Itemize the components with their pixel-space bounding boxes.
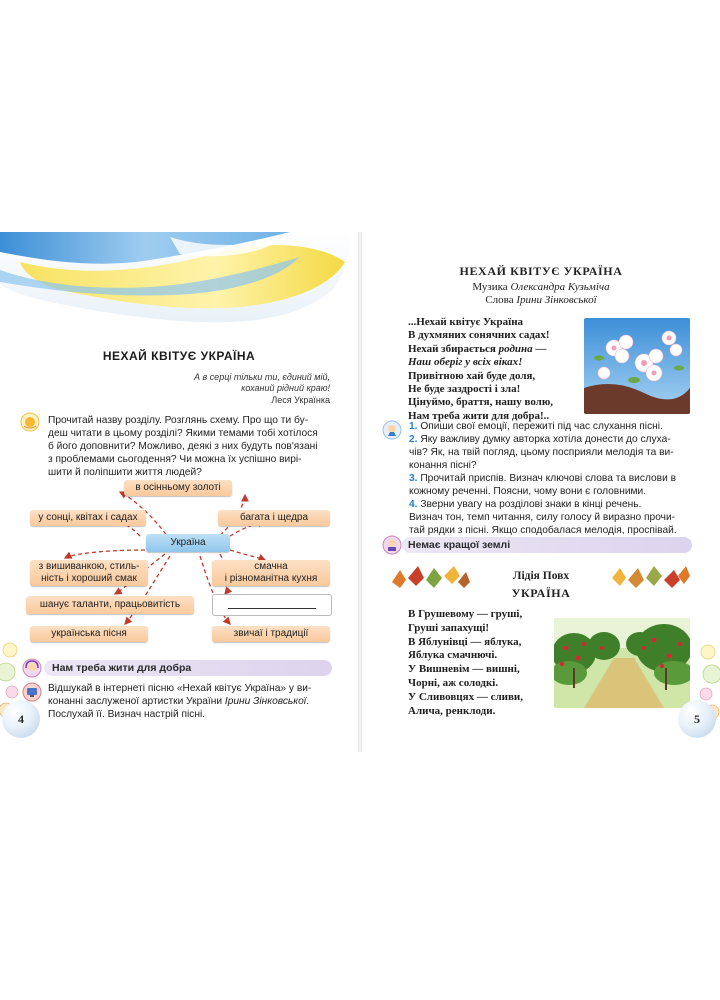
diagram-center-ukraine: Україна xyxy=(146,534,230,552)
task-line-2-text: конанні заслуженої артистки України xyxy=(48,696,225,707)
credits-music xyxy=(362,281,720,294)
diagram-box-rich: багата і щедра xyxy=(218,510,330,526)
question-4-number: 4. xyxy=(409,499,418,510)
apple-blossom-photo xyxy=(584,318,690,414)
lyrics-word-family: родина xyxy=(498,342,533,355)
epigraph-line-2: коханий рідний краю! xyxy=(241,383,330,393)
question-2-number: 2. xyxy=(409,434,418,445)
epigraph-author: Леся Українка xyxy=(271,395,330,405)
epigraph xyxy=(194,372,330,406)
lyrics-line-3-text: Нехай збирається xyxy=(408,342,499,355)
section-title-left: Нам треба жити для добра xyxy=(52,662,192,674)
poem-line-7: У Сливовцях — сливи, xyxy=(408,690,524,703)
question-1-text: Опиши свої емоції, пережиті під час слухання пісні. xyxy=(417,421,663,432)
lyrics-line-7: Цінуймо, браття, нашу волю, xyxy=(408,396,554,409)
question-3-text-1: Прочитай приспів. Визнач ключові слова та вислови в xyxy=(417,473,677,484)
task-line-3: Послухай її. Визнач настрій пісні. xyxy=(48,709,206,720)
page-number-left: 4 xyxy=(2,700,40,738)
reading-mascot-icon xyxy=(382,535,402,555)
credits-music-label: Музика xyxy=(472,281,511,293)
credits-composer: Олександра Кузьміча xyxy=(510,281,610,293)
chapter-diagram xyxy=(20,478,340,658)
intro-line-4: з проблемами сьогодення? Чи можна їх успішно вирі- xyxy=(48,454,302,465)
credits-words xyxy=(362,294,720,307)
credits-lyricist: Ірини Зінковської xyxy=(516,294,597,306)
question-3-line-2: кожному реченні. Поясни, чому вони є головними. xyxy=(409,486,647,497)
question-4-line-3: тай рядки з пісні. Якщо сподобалася мелодія, проспівай. xyxy=(409,525,677,536)
question-mascot-icon xyxy=(382,420,402,440)
lyrics-line-5: Привітною хай буде доля, xyxy=(408,369,536,382)
task-line-2 xyxy=(48,695,332,708)
poem-line-5: У Вишневім — вишні, xyxy=(408,663,520,676)
epigraph-line-1: А в серці тільки ти, єдиний мій, xyxy=(193,372,330,382)
diagram-blank-line xyxy=(228,608,316,609)
diagram-box-embroidery-line-2: ність і хороший смак xyxy=(41,573,137,584)
credits-words-label: Слова xyxy=(485,294,517,306)
intro-paragraph xyxy=(48,414,332,479)
task-paragraph xyxy=(48,682,332,721)
poet-name: Лідія Повх xyxy=(512,570,570,582)
lyrics-line-8: Нам треба жити для добра!.. xyxy=(408,409,550,422)
diagram-box-autumn: в осінньому золоті xyxy=(124,480,232,496)
book-spread xyxy=(0,232,720,752)
question-4-text-1: Зверни увагу на розділові знаки в кінці речень. xyxy=(417,499,642,510)
diagram-box-talents: шанує таланти, працьовитість xyxy=(26,596,194,614)
diagram-box-embroidery xyxy=(30,560,148,586)
diagram-box-embroidery-line-1: з вишиванкою, стиль- xyxy=(38,561,140,572)
question-2-text-1: Яку важливу думку авторка хотіла донести до слуха- xyxy=(417,434,671,445)
question-4-line-2: Визнач тон, темп читання, силу голосу й виразно прочи- xyxy=(409,512,676,523)
left-page xyxy=(0,232,358,752)
question-3-number: 3. xyxy=(409,473,418,484)
task-line-1: Відшукай в інтернеті пісню «Нехай квітує Україна» у ви- xyxy=(48,683,312,694)
diagram-box-food-line-2: і різноманітна кухня xyxy=(224,573,318,584)
questions-list xyxy=(409,420,691,537)
page-number-right: 5 xyxy=(678,700,716,738)
lyrics-line-6: Не буде заздрості і зла! xyxy=(408,383,521,396)
diagram-box-song: українська пісня xyxy=(30,626,148,642)
poem-ukraine xyxy=(408,608,568,718)
song-lyrics xyxy=(408,316,588,423)
intro-line-2: деш читати в цьому розділі? Якими темами тобі хотілося xyxy=(48,428,318,439)
diagram-box-customs: звичаї і традиції xyxy=(212,626,330,642)
lyrics-line-4: Наш оберіг у всіх віках! xyxy=(408,356,523,369)
poem-line-2: Груші запахущі! xyxy=(408,621,490,634)
diagram-blank-box[interactable] xyxy=(212,594,332,616)
poem-line-4: Яблука смачнючі. xyxy=(408,649,498,662)
lyrics-line-2: В духмяних сонячних садах! xyxy=(408,329,550,342)
task-line-2-end: . xyxy=(306,696,309,707)
question-2-line-1 xyxy=(409,433,691,446)
think-sun-icon xyxy=(20,412,40,432)
poem-line-1: В Грушевому — груші, xyxy=(408,608,523,620)
diagram-box-food xyxy=(212,560,330,586)
lyrics-line-3 xyxy=(408,343,588,356)
waving-flag-illustration xyxy=(0,232,358,332)
poem-line-8: Алича, ренклоди. xyxy=(408,704,496,717)
poem-line-6: Чорні, аж солодкі. xyxy=(408,676,499,689)
section-title-right: Немає кращої землі xyxy=(408,539,511,551)
question-1 xyxy=(409,420,691,433)
chapter-title: НЕХАЙ КВІТУЄ УКРАЇНА xyxy=(102,349,256,363)
question-2-line-3: конання пісні? xyxy=(409,460,477,471)
question-1-number: 1. xyxy=(409,421,418,432)
song-title: НЕХАЙ КВІТУЄ УКРАЇНА xyxy=(459,264,623,278)
question-3-line-1 xyxy=(409,472,691,485)
song-credits xyxy=(362,281,720,307)
right-page xyxy=(362,232,720,752)
diagram-box-food-line-1: смачна xyxy=(254,561,288,572)
poem-title: УКРАЇНА xyxy=(511,586,571,600)
intro-line-1: Прочитай назву розділу. Розглянь схему. Про що ти бу- xyxy=(48,415,309,426)
apple-orchard-photo xyxy=(554,618,690,708)
intro-line-5: шити й поліпшити життя людей? xyxy=(48,467,202,478)
question-2-line-2: чів? Як, на твій погляд, цьому посприяли мелодія та ви- xyxy=(409,447,674,458)
task-artist-name: Ірини Зінковської xyxy=(224,696,307,707)
lyrics-line-3-dash: — xyxy=(532,342,547,355)
question-4-line-1 xyxy=(409,498,691,511)
lyrics-line-1: ...Нехай квітує Україна xyxy=(408,316,524,328)
diagram-box-sun: у сонці, квітах і садах xyxy=(30,510,146,526)
intro-line-3: б його доповнити? Можливо, деякі з них будуть пов'язані xyxy=(48,441,318,452)
poem-line-3: В Яблунівці — яблука, xyxy=(408,635,522,648)
